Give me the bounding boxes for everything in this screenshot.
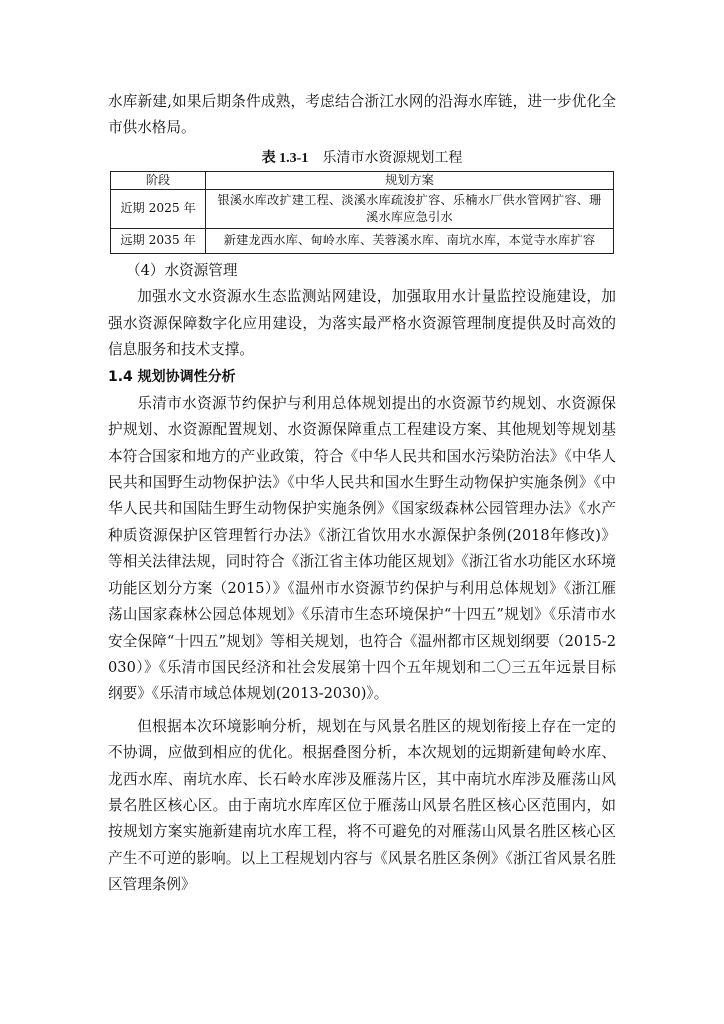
table-header-plan: 规划方案: [206, 171, 614, 189]
paragraph-reservoir-network: 水库新建,如果后期条件成熟，考虑结合浙江水网的沿海水库链，进一步优化全市供水格局。: [108, 93, 616, 137]
paragraph-scenic-area-conflict: 但根据本次环境影响分析，规划在与风景名胜区的规划衔接上存在一定的不协调，应做到相应的优化。根据叠图分析，本次规划的远期新建甸岭水库、龙西水库、南坑水库、长石岭水库涉及雁荡片区，其中南坑水库涉及雁荡山风景名胜区核心区。由于南坑水库库区位于雁荡山风景名胜区核心区范围内，如按规划方案实施新建南坑水库工程，将不可避免的对雁荡山风景名胜区核心区产生不可逆的影响。以上工程规划内容与《风景名胜区条例》《浙江省风景名胜区管理条例》: [108, 717, 616, 894]
section-heading: 1.4 规划协调性分析: [108, 369, 236, 386]
table-row: [111, 228, 614, 253]
table-header-period: 阶段: [111, 171, 206, 189]
paragraph-water-management: 加强水文水资源水生态监测站网建设，加强取用水计量监控设施建设，加强水资源保障数字化应用建设，为落实最严格水资源管理制度提供及时高效的信息服务和技术支撑。: [108, 288, 616, 359]
table-cell-plan: 银溪水库改扩建工程、淡溪水库疏浚扩容、乐楠水厂供水管网扩容、珊溪水库应急引水: [206, 189, 614, 228]
table-cell-plan: 新建龙西水库、甸岭水库、芙蓉溪水库、南坑水库，本觉寺水库扩容: [206, 228, 614, 253]
subsection-title: （4）水资源管理: [126, 261, 238, 279]
table-cell-period: 近期 2025 年: [111, 189, 206, 228]
table-caption: [108, 148, 616, 169]
table-caption-title: 乐清市水资源规划工程: [322, 149, 463, 166]
water-resource-plan-table: [110, 171, 614, 254]
table-row: [111, 189, 614, 228]
paragraph-plan-coordination: 乐清市水资源节约保护与利用总体规划提出的水资源节约规划、水资源保护规划、水资源配置规划、水资源保障重点工程建设方案、其他规划等规划基本符合国家和地方的产业政策，符合《中华人民共和国水污染防治法》《中华人民共和国野生动物保护法》《中华人民共和国水生野生动物保护实施条例》《中华人民共和国陆生野生动物保护实施条例》《国家级森林公园管理办法》《水产种质资源保护区管理暂行办法》《浙江省饮用水水源保护条例(2018年修改)》等相关法律法规，同时符合《浙江省主体功能区规划》《浙江省水功能区水环境功能区划分方案（2015）》《温州市水资源节约保护与利用总体规划》《浙江雁荡山国家森林公园总体规划》《乐清市生态环境保护“十四五”规划》《乐清市水安全保障“十四五”规划》等相关规划，也符合《温州都市区规划纲要（2015-2030）》《乐清市国民经济和社会发展第十四个五年规划和二〇三五年远景目标纲要》《乐清市域总体规划(2013-2030)》。: [108, 394, 616, 703]
table-header-row: [111, 171, 614, 189]
table-cell-period: 远期 2035 年: [111, 228, 206, 253]
page-content: [108, 89, 616, 899]
table-caption-number: 表 1.3-1: [261, 150, 309, 166]
